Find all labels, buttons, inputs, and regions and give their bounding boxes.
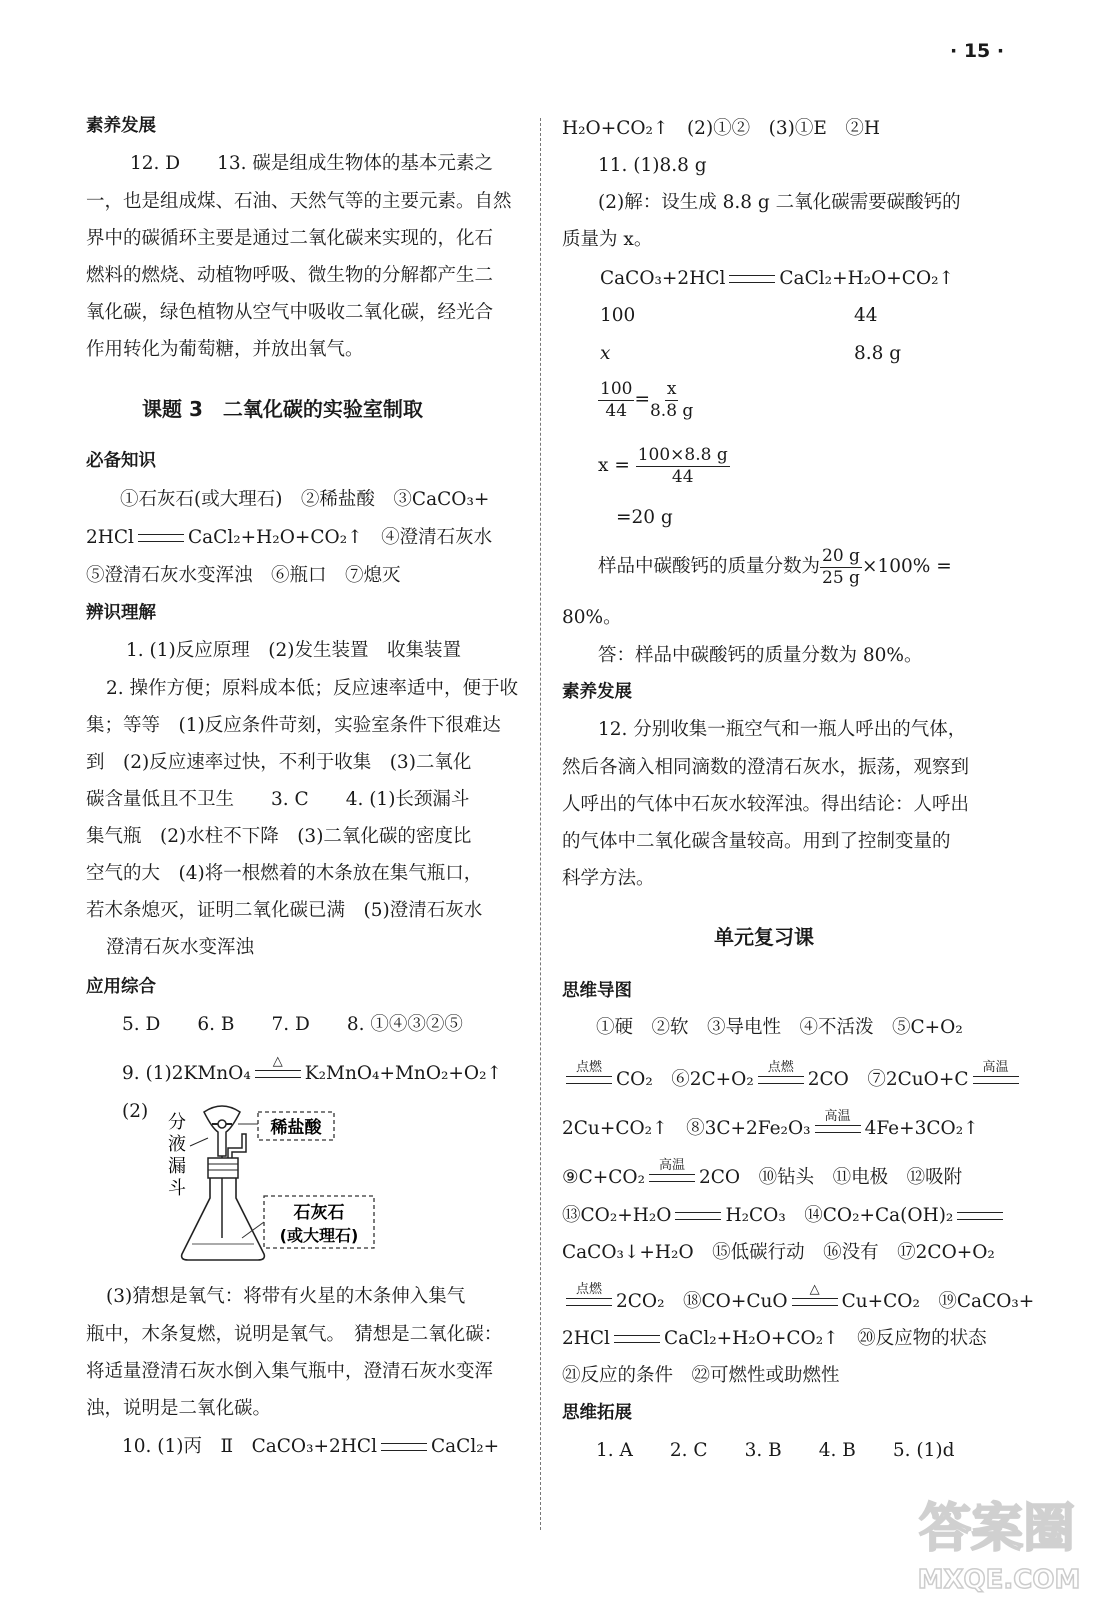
section-heading: 思维拓展	[562, 1403, 632, 1423]
equals-sign	[973, 1060, 1019, 1084]
text-line: 1. (1)反应原理 (2)发生装置 收集装置	[126, 640, 461, 661]
formula: 2HCl	[562, 1328, 610, 1349]
numerator: x	[666, 378, 677, 399]
text-line: 11. (1)8.8 g	[598, 155, 707, 176]
variable-x: x	[600, 343, 611, 364]
equals-sign	[675, 1212, 721, 1220]
text-line: 集；等等 (1)反应条件苛刻，实验室条件下很难达	[86, 715, 501, 736]
text-line: 碳含量低且不卫生 3. C 4. (1)长颈漏斗	[86, 789, 470, 810]
stone-label-alt: (或大理石)	[279, 1226, 359, 1245]
text-line: (3)猜想是氧气：将带有火星的木条伸入集气	[106, 1286, 466, 1307]
text-line: 一，也是组成煤、石油、天然气等的主要元素。自然	[86, 191, 512, 212]
answer-line: 答：样品中碳酸钙的质量分数为 80%。	[598, 645, 923, 666]
section-heading: 辨识理解	[86, 603, 156, 623]
numerator: 100×8.8 g	[637, 444, 728, 465]
formula: 2CO ⑩钻头 ⑪电极 ⑫吸附	[698, 1167, 963, 1188]
numerator: 100	[600, 378, 633, 399]
stopcock-knob	[218, 1120, 226, 1128]
result: =20 g	[616, 507, 673, 528]
text-line: 界中的碳循环主要是通过二氧化碳来实现的，化石	[86, 228, 494, 249]
text-line: 人呼出的气体中石灰水较浑浊。得出结论：人呼出	[562, 794, 970, 815]
fraction	[636, 445, 730, 488]
text-line: 80%。	[562, 607, 622, 628]
section-heading: 思维导图	[562, 981, 632, 1001]
text-line: 集气瓶 (2)水柱不下降 (3)二氧化碳的密度比	[86, 826, 472, 847]
equals-sign	[566, 1060, 612, 1084]
text: 样品中碳酸钙的质量分数为	[598, 556, 821, 577]
denominator: 44	[605, 400, 628, 421]
equation-line	[122, 1054, 502, 1086]
equals-sign	[255, 1054, 301, 1078]
equation-line	[562, 1204, 1007, 1228]
formula: CaCl₂+H₂O+CO₂↑	[779, 268, 955, 289]
equation-line	[122, 1435, 499, 1459]
text-line: 燃料的燃烧、动植物呼吸、微生物的分解都产生二	[86, 265, 494, 286]
section-heading: 素养发展	[86, 116, 156, 136]
numerator: 20 g	[822, 545, 860, 566]
funnel-label-2: 液	[168, 1134, 186, 1155]
section-heading: 应用综合	[86, 977, 156, 997]
text-line: 空气的大 (4)将一根燃着的木条放在集气瓶口，	[86, 863, 483, 884]
equals-sign	[614, 1335, 660, 1343]
equals-sign	[792, 1282, 838, 1306]
text-line: ㉑反应的条件 ㉒可燃性或助燃性	[562, 1365, 840, 1386]
text-line: 氧化碳，绿色植物从空气中吸收二氧化碳，经光合	[86, 302, 494, 323]
acid-label: 稀盐酸	[270, 1118, 322, 1138]
equals-sign	[815, 1109, 861, 1133]
formula: 9. (1)2KMnO₄	[122, 1063, 251, 1084]
formula: 2Cu+CO₂↑ ⑧3C+2Fe₂O₃	[562, 1118, 811, 1139]
equals-sign	[649, 1158, 695, 1182]
heat-condition: △	[272, 1054, 283, 1069]
formula: CaCl₂+H₂O+CO₂↑ ④澄清石灰水	[187, 527, 493, 548]
equals-sign	[566, 1282, 612, 1306]
text-line: 2. 操作方便；原料成本低；反应速率适中，便于收	[106, 678, 519, 699]
proportion	[598, 378, 693, 422]
formula: CaCl₂+	[430, 1436, 500, 1457]
mass-value: 100	[600, 305, 636, 326]
conical-flask	[182, 1178, 265, 1260]
heat-condition: △	[809, 1282, 820, 1297]
topic-title: 课题 3 二氧化碳的实验室制取	[142, 397, 423, 421]
text-line: 12. D 13. 碳是组成生物体的基本元素之	[130, 153, 493, 174]
equation-line	[86, 526, 492, 550]
ignite-condition: 点燃	[575, 1282, 602, 1297]
formula: 2HCl	[86, 527, 134, 548]
formula: 2CO₂ ⑱CO+CuO	[616, 1291, 788, 1312]
text-line: 的气体中二氧化碳含量较高。用到了控制变量的	[562, 831, 951, 852]
equation-line	[600, 267, 954, 291]
watermark-url: MXQE.COM	[917, 1565, 1081, 1595]
mass-value: 8.8 g	[854, 343, 902, 364]
high-temp-condition: 高温	[658, 1158, 685, 1173]
watermark-logo: 答案圈	[918, 1499, 1076, 1559]
text-line: 浊，说明是二氧化碳。	[86, 1398, 272, 1419]
text-line: ①硬 ②软 ③导电性 ④不活泼 ⑤C+O₂	[596, 1017, 963, 1038]
equation-line	[562, 1282, 1035, 1314]
text-line: 澄清石灰水变浑浊	[106, 937, 255, 958]
ignite-condition: 点燃	[575, 1060, 602, 1075]
text: ×100% =	[861, 556, 952, 577]
high-temp-condition: 高温	[824, 1109, 851, 1124]
mass-value: 44	[854, 305, 878, 326]
ignite-condition: 点燃	[767, 1060, 794, 1075]
page-number: · 15 ·	[950, 40, 1005, 62]
equation-line	[562, 1109, 979, 1141]
text-line: ⑤澄清石灰水变浑浊 ⑥瓶口 ⑦熄灭	[86, 565, 401, 586]
equation-line	[562, 1158, 963, 1190]
fraction	[598, 379, 634, 422]
text-line: CaCO₃↓+H₂O ⑮低碳行动 ⑯没有 ⑰2CO+O₂	[562, 1242, 995, 1263]
equation-line	[562, 1327, 987, 1351]
formula: ⑬CO₂+H₂O	[562, 1205, 672, 1226]
text-line: 瓶中，木条复燃，说明是氧气。 猜想是二氧化碳：	[86, 1324, 503, 1345]
percent-line	[598, 545, 952, 589]
equals-sign	[758, 1060, 804, 1084]
denominator: 44	[671, 466, 694, 487]
equation-line	[562, 1060, 1023, 1092]
text-line: (2)解：设生成 8.8 g 二氧化碳需要碳酸钙的	[598, 192, 961, 213]
text-line: 然后各滴入相同滴数的澄清石灰水，振荡，观察到	[562, 757, 970, 778]
equals: =	[634, 389, 650, 410]
text-line: 科学方法。	[562, 868, 655, 889]
equals-sign	[138, 534, 184, 542]
text-line: 质量为 x。	[562, 229, 653, 250]
text-line: ①石灰石(或大理石) ②稀盐酸 ③CaCO₃+	[120, 489, 490, 510]
formula: ⑨C+CO₂	[562, 1167, 645, 1188]
unit-review-title: 单元复习课	[714, 925, 814, 949]
equals-sign	[381, 1443, 427, 1451]
formula: 2CO ⑦2CuO+C	[807, 1069, 969, 1090]
equals-sign	[957, 1212, 1003, 1220]
high-temp-condition: 高温	[982, 1060, 1009, 1075]
text-line: 到 (2)反应速率过快，不利于收集 (3)二氧化	[86, 752, 472, 773]
formula: 4Fe+3CO₂↑	[864, 1118, 979, 1139]
column-divider	[540, 118, 541, 1530]
apparatus-figure	[152, 1098, 452, 1274]
text-line: 5. D 6. B 7. D 8. ①④③②⑤	[122, 1014, 463, 1035]
stone-label: 石灰石	[293, 1203, 345, 1223]
text-line: 将适量澄清石灰水倒入集气瓶中，澄清石灰水变浑	[86, 1361, 494, 1382]
formula: 10. (1)丙 Ⅱ CaCO₃+2HCl	[122, 1436, 377, 1457]
equals-sign	[729, 275, 775, 283]
text-line: 若木条熄灭，证明二氧化碳已满 (5)澄清石灰水	[86, 900, 483, 921]
funnel-label-1: 分	[168, 1112, 186, 1133]
section-heading: 必备知识	[86, 451, 156, 471]
text-line: H₂O+CO₂↑ (2)①② (3)①E ②H	[562, 118, 881, 139]
fraction	[650, 379, 693, 422]
equation-lhs: x =	[598, 455, 630, 476]
formula: H₂CO₃ ⑭CO₂+Ca(OH)₂	[725, 1205, 954, 1226]
funnel-label-4: 斗	[168, 1178, 186, 1199]
denominator: 25 g	[822, 567, 860, 588]
formula: CO₂ ⑥2C+O₂	[616, 1069, 754, 1090]
label-pointer	[190, 1138, 208, 1146]
formula: CaCO₃+2HCl	[600, 268, 726, 289]
rubber-stopper	[208, 1158, 238, 1178]
text-line: 作用转化为葡萄糖，并放出氧气。	[86, 339, 364, 360]
text-line: (2)	[122, 1101, 149, 1122]
watermark	[897, 1488, 1097, 1598]
solve-step	[598, 444, 730, 488]
formula: Cu+CO₂ ⑲CaCO₃+	[841, 1291, 1035, 1312]
formula: CaCl₂+H₂O+CO₂↑ ⑳反应物的状态	[663, 1328, 987, 1349]
denominator: 8.8 g	[649, 400, 694, 421]
section-heading: 素养发展	[562, 682, 632, 702]
funnel-label-3: 漏	[168, 1156, 186, 1177]
fraction	[820, 546, 862, 589]
formula: K₂MnO₄+MnO₂+O₂↑	[304, 1063, 502, 1084]
text-line: 1. A 2. C 3. B 4. B 5. (1)d	[596, 1440, 955, 1461]
text-line: 12. 分别收集一瓶空气和一瓶人呼出的气体，	[598, 719, 967, 740]
